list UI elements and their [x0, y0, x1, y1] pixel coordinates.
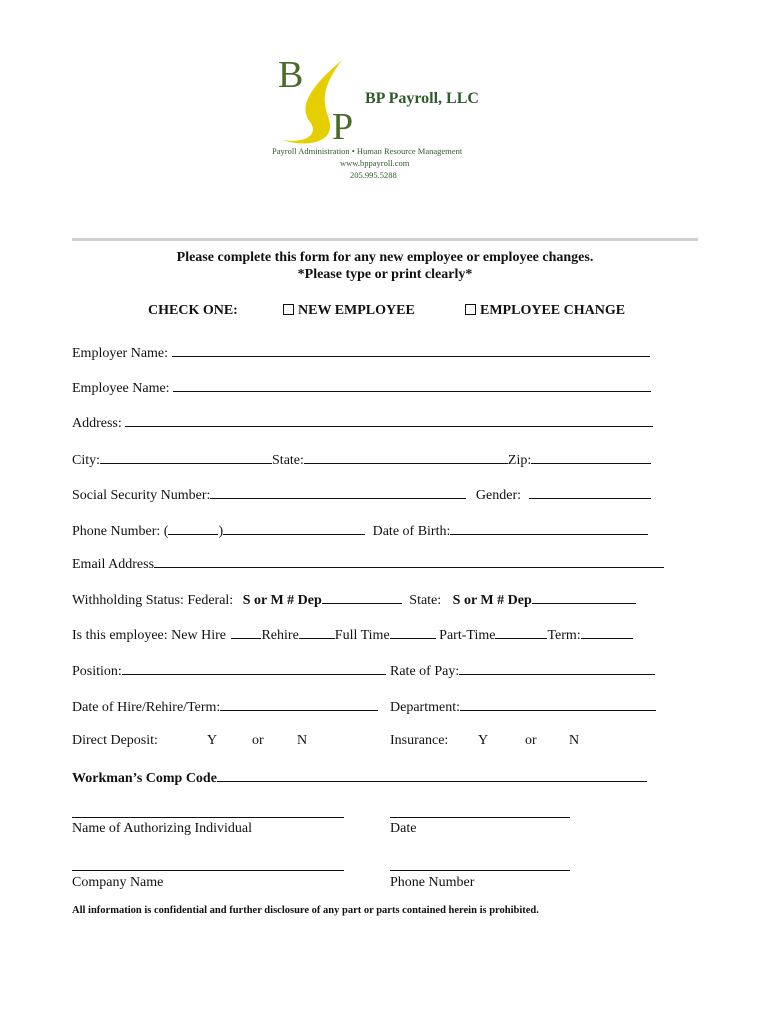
department-row	[390, 696, 656, 717]
new-employee-label: NEW EMPLOYEE	[298, 303, 415, 318]
company-name-line[interactable]	[72, 870, 344, 871]
rate-of-pay-row	[390, 660, 655, 681]
confidentiality-notice: All information is confidential and further disclosure of any part or parts contained herein is prohibited.	[72, 905, 539, 916]
federal-s-or-m-dep: S or M # Dep	[242, 593, 322, 608]
new-hire-field[interactable]	[231, 624, 261, 639]
ssn-label: Social Security Number:	[72, 488, 211, 503]
logo-phone: 205.995.5288	[350, 170, 397, 180]
logo-letter-b: B	[278, 54, 304, 96]
check-one-label: CHECK ONE:	[148, 303, 238, 318]
employer-name-field[interactable]	[172, 342, 650, 357]
workmans-comp-field[interactable]	[217, 767, 331, 782]
email-field[interactable]	[154, 553, 664, 568]
rehire-field[interactable]	[299, 624, 335, 639]
full-time-field[interactable]	[390, 624, 436, 639]
employer-name-label: Employer Name:	[72, 346, 169, 361]
company-logo	[270, 52, 510, 192]
ssn-gender-row	[72, 484, 651, 505]
zip-label: Zip:	[507, 453, 532, 468]
date-hire-field[interactable]	[220, 696, 378, 711]
workmans-comp-label: Workman’s Comp Code	[72, 771, 217, 786]
logo-letter-p: P	[332, 106, 354, 148]
insurance-no[interactable]: N	[569, 733, 580, 748]
state-withholding-label: State:	[409, 593, 442, 608]
phone-dob-row	[72, 520, 648, 541]
rehire-label: Rehire	[261, 628, 299, 643]
city-label: City:	[72, 453, 101, 468]
header-divider	[72, 238, 698, 241]
rate-of-pay-field[interactable]	[459, 660, 655, 675]
position-label: Position:	[72, 664, 122, 679]
phone-number-line[interactable]	[390, 870, 570, 871]
withholding-label: Withholding Status: Federal:	[72, 593, 234, 608]
date-hire-row	[72, 696, 378, 717]
state-s-or-m-dep: S or M # Dep	[452, 593, 532, 608]
direct-deposit-label: Direct Deposit:	[72, 733, 158, 748]
logo-website: www.bppayroll.com	[340, 158, 410, 168]
form-instructions: Please complete this form for any new employee or employee changes.	[176, 250, 594, 265]
state-field[interactable]	[304, 449, 508, 464]
logo-tagline: Payroll Administration • Human Resource Management	[272, 146, 463, 156]
federal-dep-field[interactable]	[322, 589, 402, 604]
gender-label: Gender:	[475, 488, 522, 503]
date-hire-label: Date of Hire/Rehire/Term:	[72, 700, 221, 715]
employer-name-row	[72, 342, 650, 363]
employee-change-checkbox[interactable]	[465, 304, 476, 315]
authorizing-signature-line[interactable]	[72, 817, 344, 818]
workmans-comp-field-ext[interactable]	[331, 767, 647, 782]
ssn-field[interactable]	[210, 484, 466, 499]
rate-of-pay-label: Rate of Pay:	[390, 664, 460, 679]
city-field[interactable]	[100, 449, 272, 464]
phone-number-field[interactable]	[223, 520, 365, 535]
gender-field[interactable]	[529, 484, 651, 499]
phone-area-code-field[interactable]	[168, 520, 218, 535]
employee-name-field[interactable]	[173, 377, 651, 392]
employee-name-row	[72, 377, 651, 398]
new-employee-option[interactable]	[283, 302, 415, 320]
term-field[interactable]	[581, 624, 633, 639]
insurance-yes[interactable]: Y	[478, 733, 489, 748]
dob-label: Date of Birth:	[372, 524, 451, 539]
phone-paren-close: )	[218, 524, 224, 539]
email-row	[72, 553, 664, 574]
department-field[interactable]	[460, 696, 656, 711]
form-instructions-note: *Please type or print clearly*	[297, 267, 473, 282]
address-field[interactable]	[125, 412, 653, 427]
is-employee-label: Is this employee: New Hire	[72, 628, 226, 643]
address-row	[72, 412, 653, 433]
insurance-label: Insurance:	[390, 733, 449, 748]
city-state-zip-row	[72, 449, 651, 470]
date-label: Date	[390, 821, 417, 836]
employee-change-option[interactable]	[465, 302, 625, 320]
part-time-field[interactable]	[495, 624, 547, 639]
direct-deposit-yes[interactable]: Y	[207, 733, 218, 748]
direct-deposit-no[interactable]: N	[297, 733, 308, 748]
part-time-label: Part-Time	[439, 628, 496, 643]
phone-number-label: Phone Number	[390, 875, 475, 890]
term-label: Term:	[547, 628, 581, 643]
zip-field[interactable]	[531, 449, 651, 464]
workmans-comp-row	[72, 767, 647, 788]
email-label: Email Address	[72, 557, 155, 572]
withholding-row	[72, 589, 636, 610]
phone-label: Phone Number: (	[72, 524, 169, 539]
employee-status-row	[72, 624, 633, 645]
position-row	[72, 660, 386, 681]
company-name-label: Company Name	[72, 875, 164, 890]
employee-name-label: Employee Name:	[72, 381, 170, 396]
employee-change-label: EMPLOYEE CHANGE	[480, 303, 626, 318]
full-time-label: Full Time	[334, 628, 390, 643]
new-employee-checkbox[interactable]	[283, 304, 294, 315]
department-label: Department:	[390, 700, 460, 715]
direct-deposit-or: or	[252, 733, 264, 748]
date-signature-line[interactable]	[390, 817, 570, 818]
authorizing-individual-label: Name of Authorizing Individual	[72, 821, 253, 836]
insurance-or: or	[525, 733, 537, 748]
dob-field[interactable]	[450, 520, 648, 535]
address-label: Address:	[72, 416, 122, 431]
state-dep-field[interactable]	[532, 589, 636, 604]
logo-company-name: BP Payroll, LLC	[365, 90, 479, 107]
position-field[interactable]	[122, 660, 386, 675]
state-label: State:	[272, 453, 304, 468]
